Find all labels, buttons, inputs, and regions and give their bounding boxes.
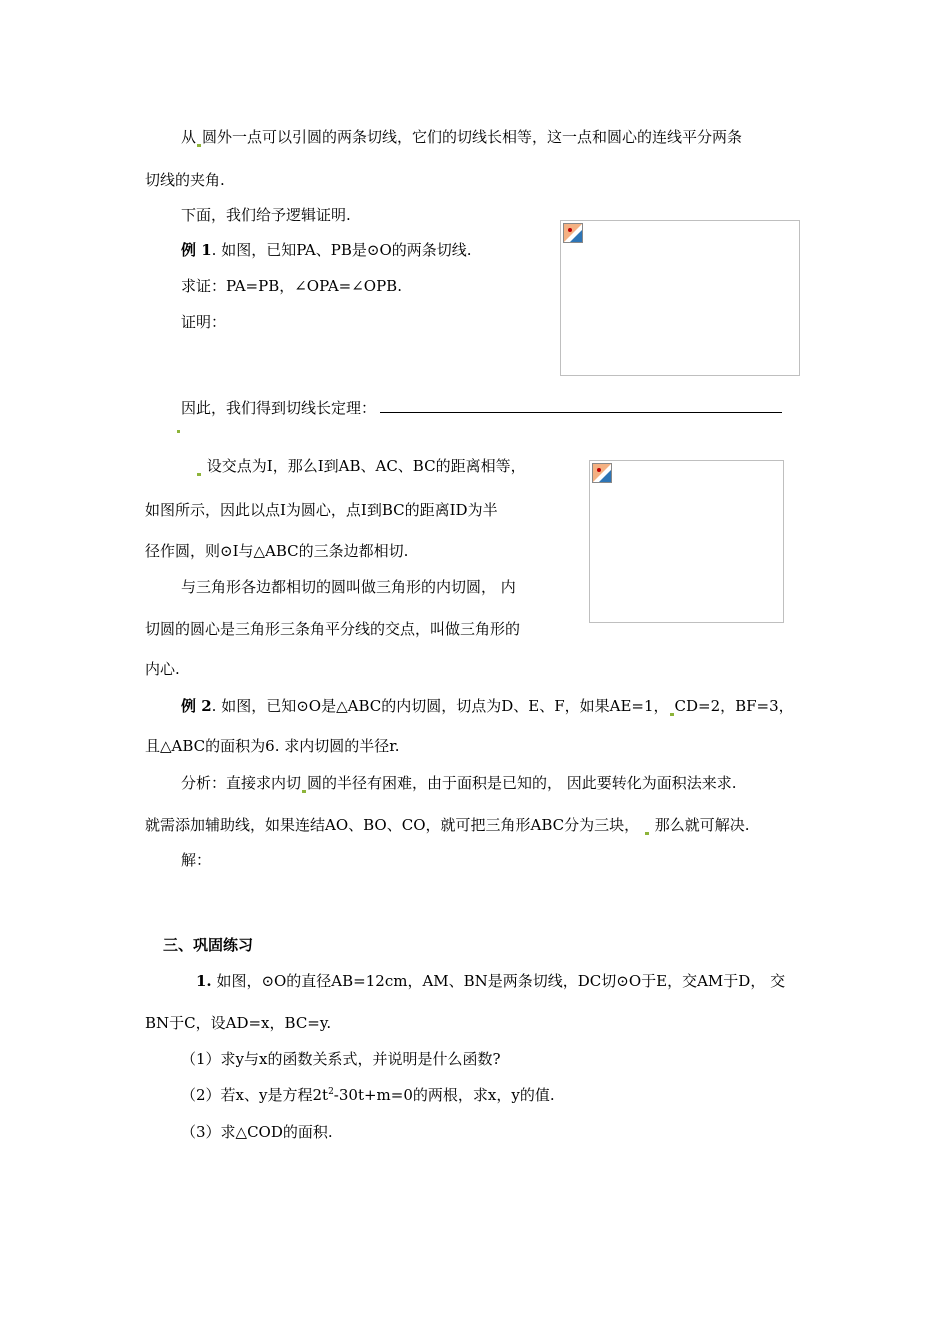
analysis-text-c: 就需添加辅助线，如果连结AO、BO、CO，就可把三角形ABC分为三块， [145, 816, 640, 834]
incircle-line-5: 切圆的圆心是三角形三条角平分线的交点，叫做三角形的 [145, 620, 521, 638]
theorem-line [181, 398, 782, 418]
question-1-number: 1. [196, 972, 212, 990]
broken-image-icon [592, 463, 612, 483]
analysis-text-d: 那么就可解决. [654, 816, 750, 834]
incircle-line-4: 与三角形各边都相切的圆叫做三角形的内切圆， 内 [181, 578, 516, 596]
figure-1-placeholder [560, 220, 800, 376]
example-1-title [181, 240, 472, 260]
edit-mark [197, 144, 201, 147]
example-2-text-b: CD=2，BF=3， [674, 697, 794, 715]
incircle-line-1 [196, 456, 526, 476]
question-1-line-1 [196, 971, 785, 991]
incircle-line-3: 径作圆，则⊙I与△ABC的三条边都相切. [145, 542, 409, 560]
example-1-text: . 如图，已知PA、PB是⊙O的两条切线. [211, 241, 472, 259]
section-3-heading: 三、巩固练习 [163, 936, 254, 954]
edit-mark [670, 713, 674, 716]
subquestion-2 [181, 1085, 555, 1105]
broken-image-icon [563, 223, 583, 243]
incircle-line-6: 内心. [145, 660, 180, 678]
example-1-proof: 证明： [181, 313, 227, 331]
analysis-line-1 [181, 773, 737, 793]
theorem-blank [380, 398, 782, 413]
analysis-line-2 [145, 815, 749, 835]
subquestion-2-exponent: 2 [328, 1087, 334, 1097]
subquestion-2-text-a: （2）若x、y是方程2t [181, 1086, 329, 1104]
intro-line-1 [181, 127, 742, 147]
intro-text-rest: 圆外一点可以引圆的两条切线，它们的切线长相等，这一点和圆心的连线平分两条 [202, 128, 743, 146]
incircle-line-2: 如图所示，因此以点I为圆心，点I到BC的距离ID为半 [145, 501, 498, 519]
subquestion-2-text-b: -30t+m=0的两根，求x，y的值. [333, 1086, 555, 1104]
example-1-label: 例 1 [181, 241, 212, 259]
theorem-label: 因此，我们得到切线长定理： [181, 399, 377, 417]
edit-mark [197, 473, 201, 476]
example-2-label: 例 2 [181, 697, 212, 715]
question-1-line-2: BN于C，设AD=x，BC=y. [145, 1014, 332, 1032]
analysis-text-b: 圆的半径有困难，由于面积是已知的， 因此要转化为面积法来求. [307, 774, 737, 792]
edit-mark [177, 430, 180, 433]
figure-2-placeholder [589, 460, 784, 623]
example-2-line-2: 且△ABC的面积为6. 求内切圆的半径r. [145, 737, 400, 755]
subquestion-1: （1）求y与x的函数关系式，并说明是什么函数? [181, 1050, 501, 1068]
intro-line-2: 切线的夹角. [145, 171, 225, 189]
example-1-prove: 求证：PA=PB，∠OPA=∠OPB. [181, 277, 402, 295]
subquestion-3: （3）求△COD的面积. [181, 1123, 333, 1141]
example-2-text-a: . 如图，已知⊙O是△ABC的内切圆，切点为D、E、F，如果AE=1， [211, 697, 669, 715]
proof-intro: 下面，我们给予逻辑证明. [181, 206, 351, 224]
analysis-text-a: 分析：直接求内切 [181, 774, 302, 792]
example-2-line-1 [181, 696, 794, 716]
incircle-text-1: 设交点为I，那么I到AB、AC、BC的距离相等， [206, 457, 526, 475]
question-1-text: 如图，⊙O的直径AB=12cm，AM、BN是两条切线，DC切⊙O于E，交AM于D， 交 [211, 972, 786, 990]
solution-label: 解： [181, 851, 212, 869]
edit-mark [645, 832, 649, 835]
intro-text-start: 从 [181, 128, 197, 146]
edit-mark [302, 790, 306, 793]
